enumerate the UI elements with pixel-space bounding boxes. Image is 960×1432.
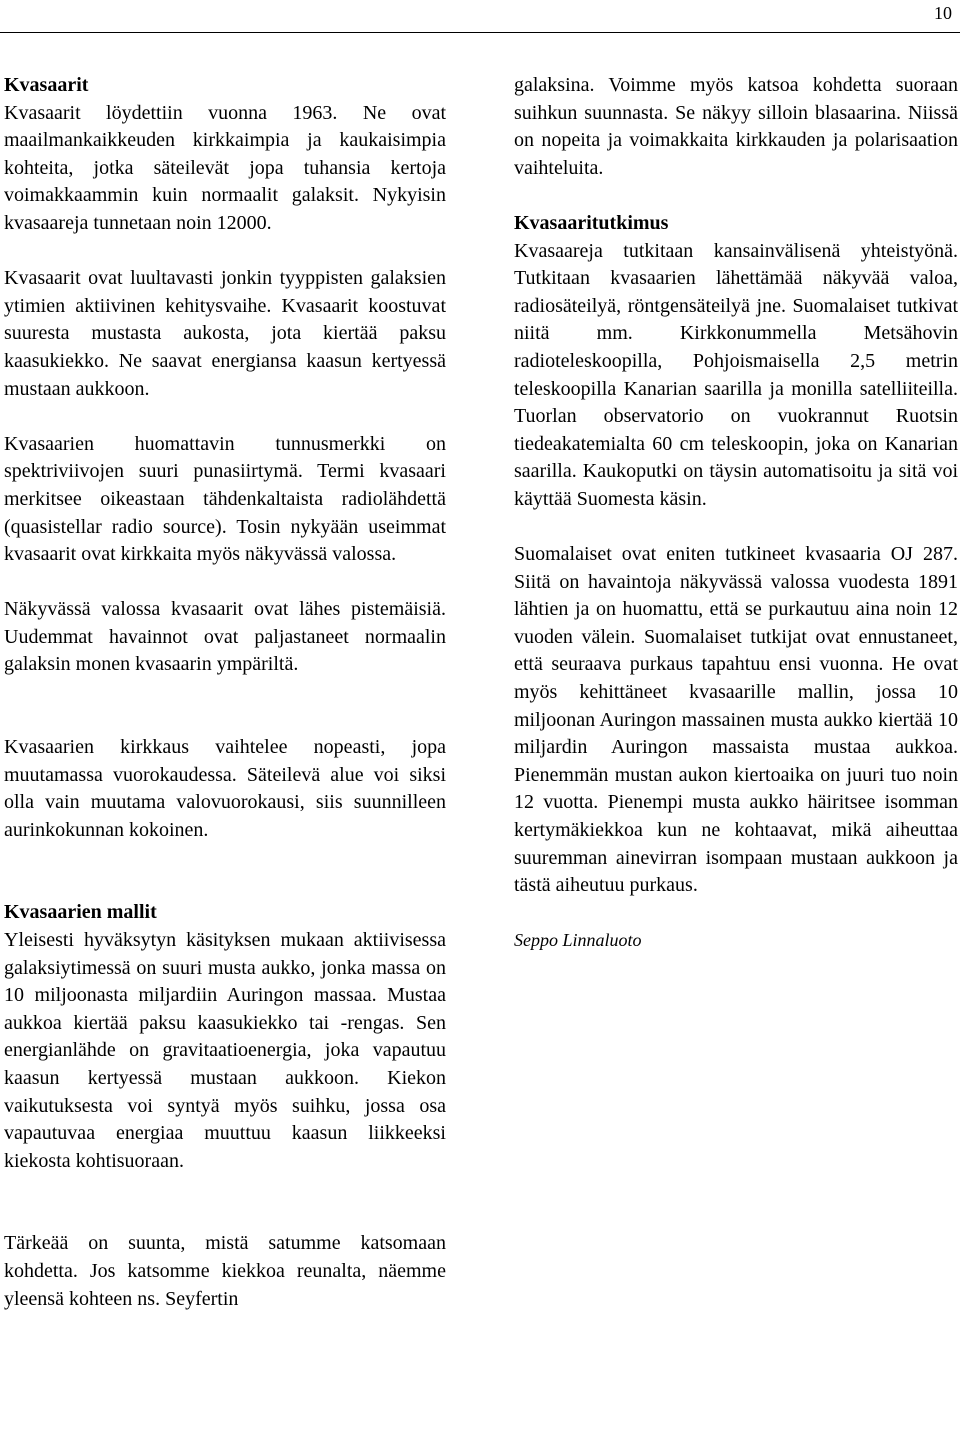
header-rule [0,32,960,33]
paragraph: Näkyvässä valossa kvasaarit ovat lähes pistemäisiä. Uudemmat havainnot ovat paljastaneet normaalin galaksin monen kvasaarin ympäriltä. [4,598,446,676]
paragraph-text: Kvasaareja tutkitaan kansainvälisenä yhteistyönä. Tutkitaan kvasaarien lähettämää näkyvää valoa, radiosäteilyä, röntgensäteilyä jne. Suomalaiset tutkivat niitä mm. Kirkkonummella Metsähovin radioteleskoopilla, Pohjoismaisella 2,5 metrin teleskoopilla Kanarian saarilla ja monilla satelliiteilla. Tuorlan observatorio on vuokrannut Ruotsin tiedeakatemialta 60 cm teleskoopin, joka on Kanarian saarilla. Kaukoputki on täysin automatisoitu ja sitä voi käyttää Suomesta käsin. [514,239,958,510]
paragraph: Kvasaarien huomattavin tunnusmerkki on spektriviivojen suuri punasiirtymä. Termi kvasaari merkitsee oikeastaan tähdenkaltaista radiolähdettä (quasistellar radio source). Tosin nykyään useimmat kvasaarit ovat kirkkaita myös näkyvässä valossa. [4,432,446,566]
paragraph-text: Yleisesti hyväksytyn käsityksen mukaan aktiivisessa galaksiytimessä on suuri musta aukko, jonka massa on 10 miljoonasta miljardiin Auringon massaa. Mustaa aukkoa kiertää paksu kaasukiekko tai -rengas. Sen energianlähde on gravitaatioenergia, joka vapautuu kaasun kertyessä mustaan aukkoon. Kiekon vaikutuksesta voi syntyä myös suihku, jossa osa vapautuvaa energiaa muuttuu kaasun liikkeeksi kiekosta kohtisuoraan. [4,929,446,1172]
section-heading-kvasaaritutkimus: Kvasaaritutkimus [514,211,669,234]
section-heading-kvasaarien-mallit: Kvasaarien mallit [4,901,157,924]
author-signature: Seppo Linnaluoto [514,930,642,951]
page-number: 10 [934,3,952,23]
paragraph [514,210,958,514]
paragraph-text: Kvasaarit löydettiin vuonna 1963. Ne ovat maailmankaikkeuden kirkkaimpia ja kaukaisimpia kohteita, jotka säteilevät jopa tuhansia kertoja voimakkaammin kuin normaalit galaksit. Nykyisin kvasaareja tunnetaan noin 12000. [4,101,446,234]
paragraph [4,899,446,1175]
paragraph: Kvasaarit ovat luultavasti jonkin tyyppisten galaksien ytimien aktiivinen kehitysvaihe. Kvasaarit koostuvat suuresta mustasta aukosta, jota kiertää paksu kaasukiekko. Ne saavat energiansa kaasun kertyessä mustaan aukkoon. [4,267,446,400]
paragraph: Kvasaarien kirkkaus vaihtelee nopeasti, jopa muutamassa vuorokaudessa. Säteilevä alue voi siksi olla vain muutama valovuorokausi, siis suunnilleen aurinkokunnan kokoinen. [4,736,446,841]
paragraph [4,72,446,238]
left-column [4,72,446,1341]
paragraph: galaksina. Voimme myös katsoa kohdetta suoraan suihkun suunnasta. Se näkyy silloin blasaarina. Niissä on nopeita ja voimakkaita kirkkauden ja polarisaation vaihteluita. [514,74,958,179]
section-heading-kvasaarit: Kvasaarit [4,74,89,96]
paragraph: Suomalaiset ovat eniten tutkineet kvasaaria OJ 287. Siitä on havaintoja näkyvässä valossa vuodesta 1891 lähtien ja on huomattu, että se purkautuu aina noin 12 vuoden välein. Suomalaiset tutkijat ovat ennustaneet, että seuraava purkaus tapahtuu ensi vuonna. He ovat myös kehittäneet kvasaarille mallin, jossa 10 miljoonan Auringon massainen musta aukko kiertää 10 miljardin Auringon massaista mustaa aukkoa. Pienemmän mustan aukon kiertoaika on juuri tuo noin 12 vuotta. Pienempi musta aukko häiritsee isomman kertymäkiekkoa kun ne kohtaavat, mikä aiheuttaa suuremman ainevirran isompaan mustaan aukkoon ja tästä aiheutuu purkaus. [514,543,958,897]
paragraph: Tärkeää on suunta, mistä satumme katsomaan kohdetta. Jos katsomme kiekkoa reunalta, näemme yleensä kohteen ns. Seyfertin [4,1232,446,1310]
right-column [514,72,958,955]
